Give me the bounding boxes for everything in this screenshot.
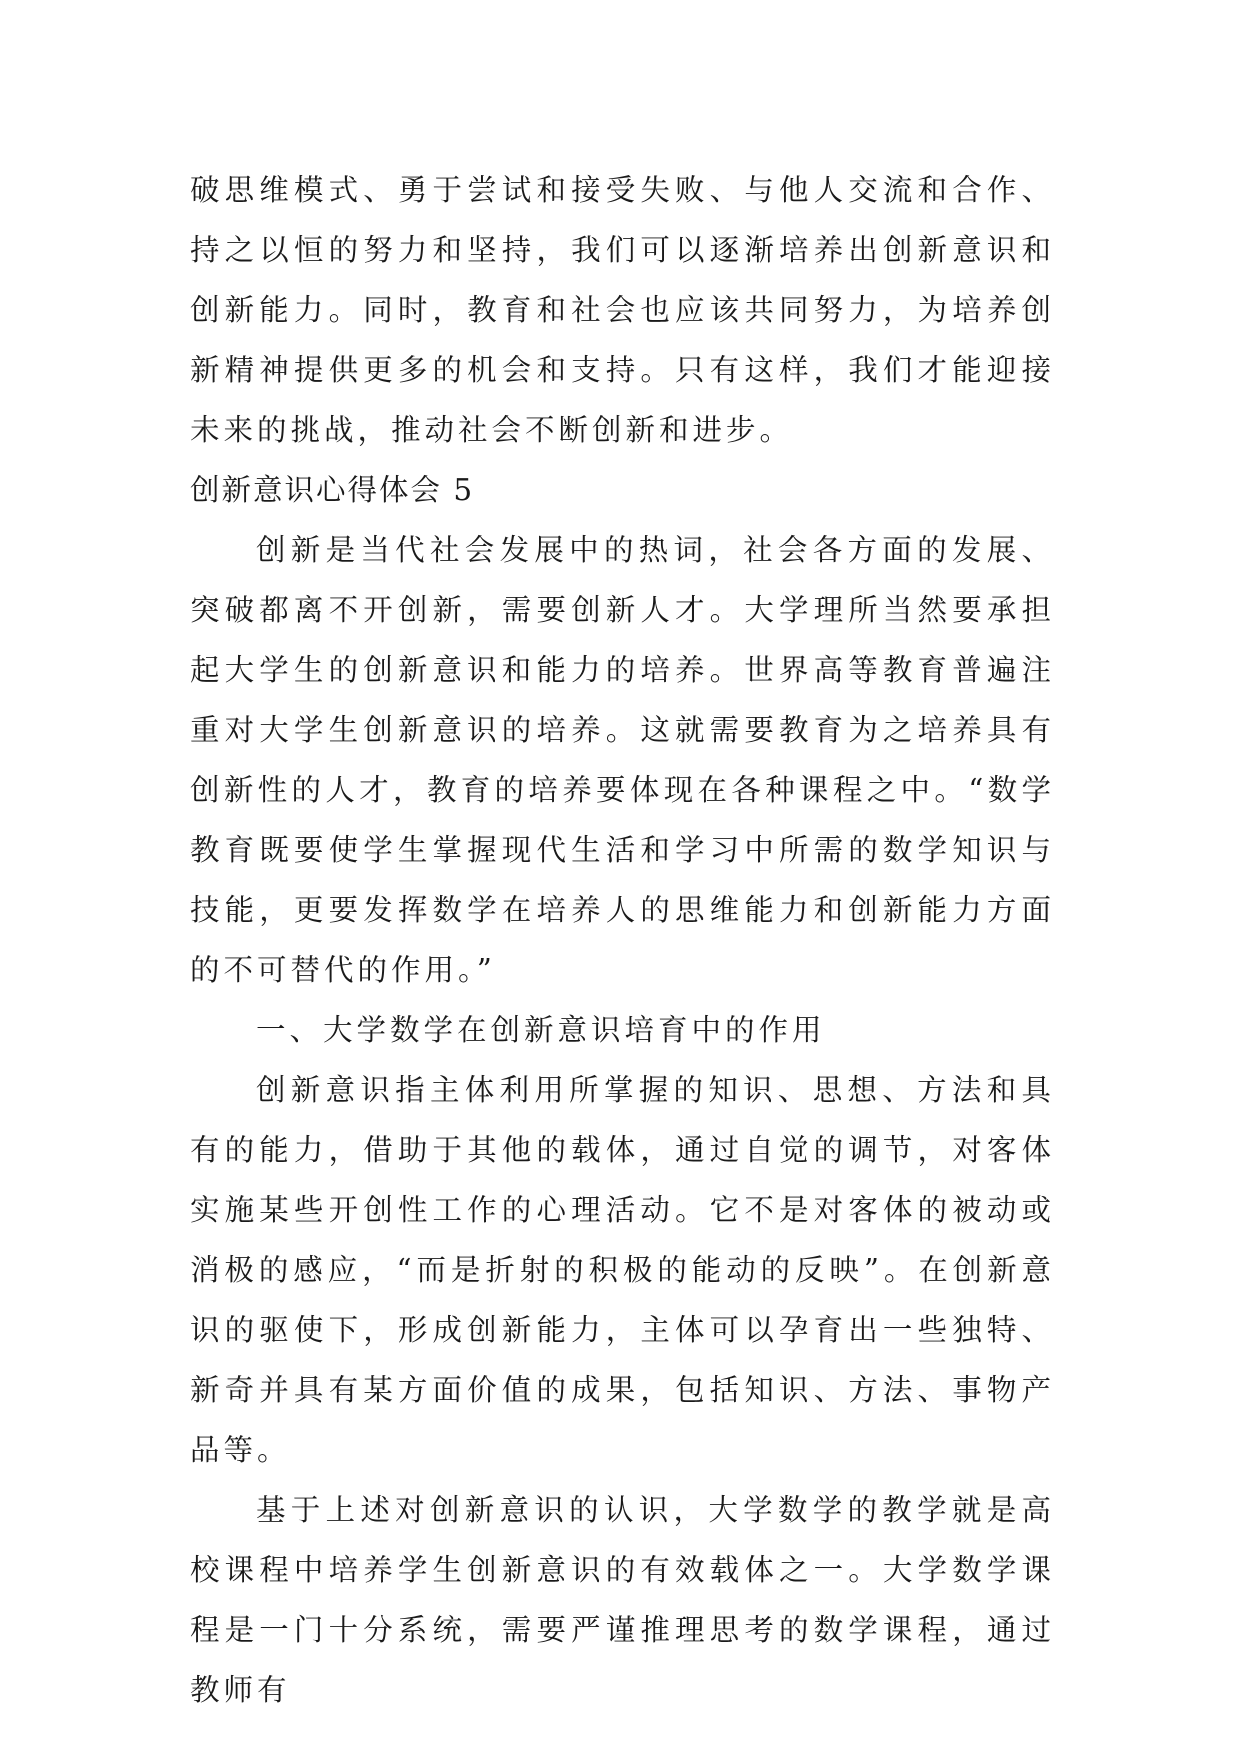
document-body: [190, 160, 1055, 1720]
subsection-heading: 一、大学数学在创新意识培育中的作用: [256, 1013, 826, 1047]
paragraph-conclusion: 基于上述对创新意识的认识，大学数学的教学就是高校课程中培养学生创新意识的有效载体之一。大学数学课程是一门十分系统，需要严谨推理思考的数学课程，通过教师有: [190, 1493, 1055, 1707]
paragraph-definition: 创新意识指主体利用所掌握的知识、思想、方法和具有的能力，借助于其他的载体，通过自觉的调节，对客体实施某些开创性工作的心理活动。它不是对客体的被动或消极的感应，“而是折射的积极的能动的反映”。在创新意识的驱使下，形成创新能力，主体可以孕育出一些独特、新奇并具有某方面价值的成果，包括知识、方法、事物产品等。: [190, 1073, 1055, 1467]
section-heading: 创新意识心得体会 5: [190, 473, 475, 507]
paragraph-continuation: 破思维模式、勇于尝试和接受失败、与他人交流和合作、持之以恒的努力和坚持，我们可以逐渐培养出创新意识和创新能力。同时，教育和社会也应该共同努力，为培养创新精神提供更多的机会和支持。只有这样，我们才能迎接未来的挑战，推动社会不断创新和进步。: [190, 173, 1055, 447]
paragraph-intro: 创新是当代社会发展中的热词，社会各方面的发展、突破都离不开创新，需要创新人才。大学理所当然要承担起大学生的创新意识和能力的培养。世界高等教育普遍注重对大学生创新意识的培养。这就需要教育为之培养具有创新性的人才，教育的培养要体现在各种课程之中。“数学教育既要使学生掌握现代生活和学习中所需的数学知识与技能，更要发挥数学在培养人的思维能力和创新能力方面的不可替代的作用。”: [190, 533, 1055, 987]
